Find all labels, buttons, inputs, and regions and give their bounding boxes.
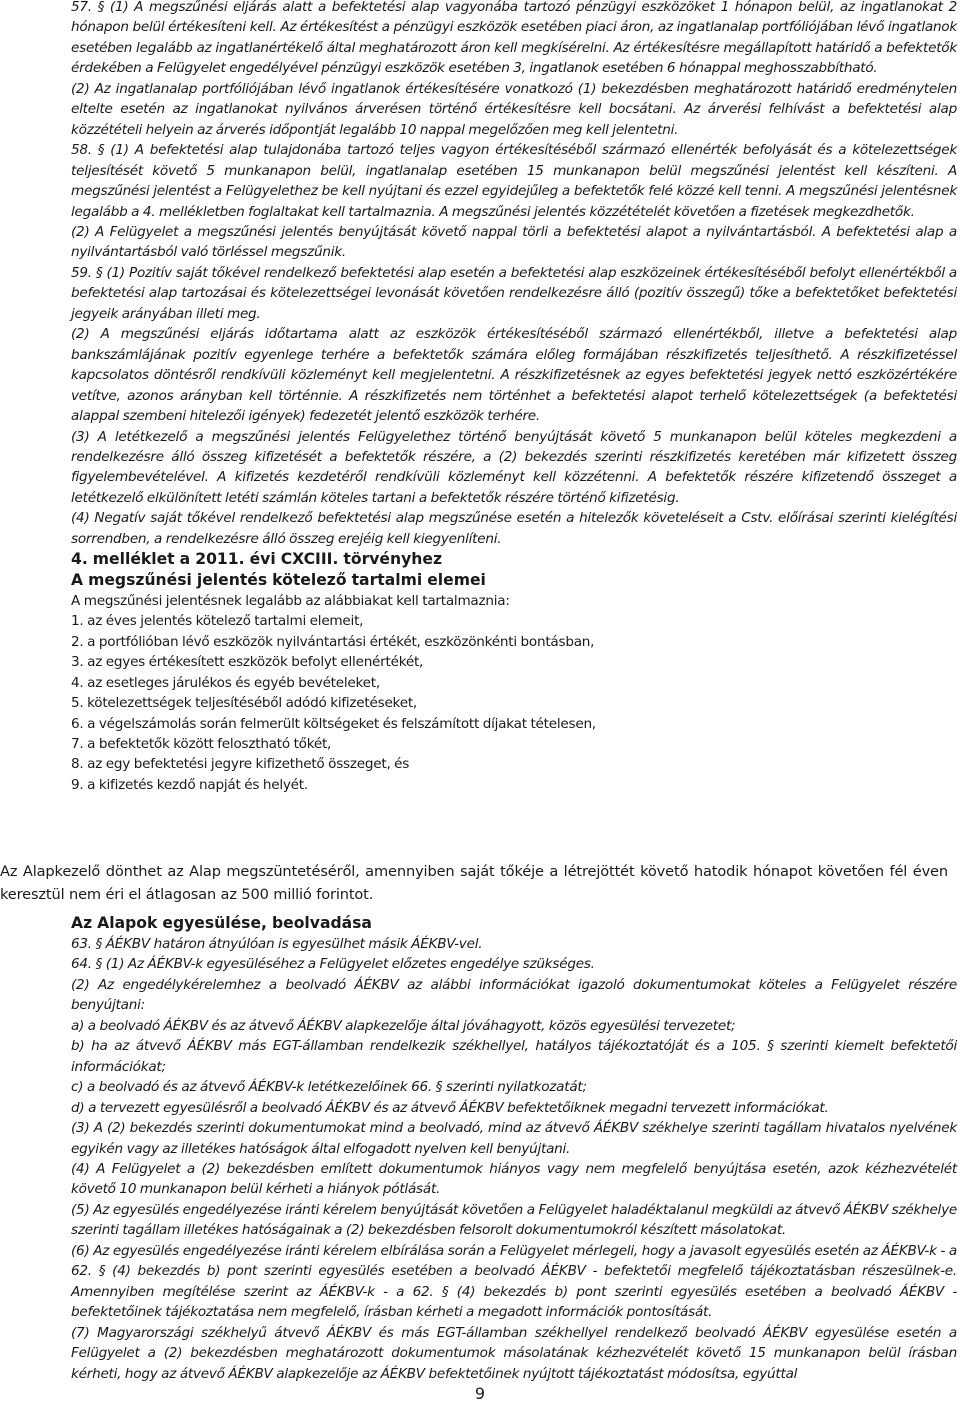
paragraph-59-3: (3) A letétkezelő a megszűnési jelentés Felügyelethez történő benyújtását követő 5 munkanapon belül köteles megkezdeni a rendelkezésre álló összeg kifizetését a befektetők részére, a (2) bekezdés szerinti részkifizetés keretében már kifizetett összeg figyelembevételével. A kifizetés kezdetéről rendkívüli közleményt kell közzétenni. A befektetők részére kifizetendő összeget a letétkezelő elkülönített letéti számlán köteles tartani a befektetők részére történő kifizetésig. <box>71 428 957 506</box>
section-paragraph: (2) Az engedélykérelemhez a beolvadó ÁÉKBV az alábbi információkat igazoló dokumentumokat köteles a Felügyelet részére benyújtani: <box>71 976 957 1014</box>
section-paragraph: (7) Magyarországi székhelyű átvevő ÁÉKBV és más EGT-államban székhellyel rendelkező beolvadó ÁÉKBV egyesülése esetén a Felügyelet a (2) bekezdésben meghatározott dokumentumok másolatának kézhezvételét követő 15 munkanapon belül írásban kérheti, hogy az átvevő ÁÉKBV alapkezelője az ÁÉKBV befektetőinek nyújtott tájékoztatást módosítsa, egyúttal <box>71 1324 957 1382</box>
annex-title: 4. melléklet a 2011. évi CXCIII. törvényhez <box>71 550 443 569</box>
annex-item: 8. az egy befektetési jegyre kifizethető összeget, és <box>71 756 410 773</box>
annex-item: 9. a kifizetés kezdő napját és helyét. <box>71 776 308 793</box>
section-paragraph: (6) Az egyesülés engedélyezése iránti kérelem elbírálása során a Felügyelet mérlegeli, hogy a javasolt egyesülés esetén az ÁÉKBV-k - a 62. § (4) bekezdés b) pont szerinti egyesülés esetében a beolvadó ÁÉKBV - befektetői megfelelő tájékoztatásban részesülnek-e. Amennyiben megítélése szerint az ÁÉKBV-k - a 62. § (4) bekezdés b) pont szerinti egyesülés esetében a beolvadó ÁÉKBV - befektetőinek tájékoztatása nem megfelelő, írásban kérheti a megadott információk pontosítását. <box>71 1242 957 1321</box>
merger-section <box>71 912 957 1384</box>
annex-item: 4. az esetleges járulékos és egyéb bevételeket, <box>71 674 380 691</box>
section-title: Az Alapok egyesülése, beolvadása <box>71 914 372 932</box>
annex-item: 6. a végelszámolás során felmerült költségeket és felszámított díjakat tételesen, <box>71 715 596 732</box>
paragraph-58-1: 58. § (1) A befektetési alap tulajdonába tartozó teljes vagyon értékesítéséből származó ellenérték befolyását és a kötelezettségek teljesítését követő 5 munkanapon belül, ingatlanalap esetében 15 munkanapon belül megszűnési jelentést kell készíteni. A megszűnési jelentést a Felügyelethez be kell nyújtani és ezzel egyidejűleg a befektetők felé közzé kell tenni. A megszűnési jelentésnek legalább a 4. mellékletben foglaltakat kell tartalmaznia. A megszűnési jelentés közzétételét követően a fizetések megkezdhetők. <box>71 142 957 220</box>
annex-item: 5. kötelezettségek teljesítéséből adódó kifizetéseket, <box>71 695 417 712</box>
paragraph-59-1: 59. § (1) Pozitív saját tőkével rendelkező befektetési alap esetén a befektetési alap eszközeinek értékesítéséből befolyt ellenértékből a befektetési alap tartozásai és kötelezettségei levonását követően rendelkezésre álló (pozitív összegű) tőke a befektetőket befektetési jegyeik arányában illeti meg. <box>71 264 957 322</box>
paragraph-57-1: 57. § (1) A megszűnési eljárás alatt a befektetési alap vagyonába tartozó pénzügyi eszközöket 1 hónapon belül, az ingatlanokat 2 hónapon belül értékesíteni kell. Az értékesítést a pénzügyi eszközök esetében piaci áron, az ingatlanalap portfóliójában lévő ingatlanok esetében legalább az ingatlanértékelő által meghatározott áron kell megkísérelni. Az értékesítésre megállapított határidő a befektetők érdekében a Felügyelet engedélyével pénzügyi eszközök esetében 3, ingatlanok esetében 6 hónappal meghosszabbítható. <box>71 0 957 77</box>
paragraph-57-2: (2) Az ingatlanalap portfóliójában lévő ingatlanok értékesítésére vonatkozó (1) bekezdésben meghatározott határidő eredménytelen eltelte esetén az ingatlanokat nyilvános árverésen történő értékesítésre kell bocsátani. Az árverési felhívást a befektetési alap közzétételi helyein az árverés időpontját legalább 10 nappal megelőzően meg kell jelentetni. <box>71 80 957 138</box>
section-paragraph: (4) A Felügyelet a (2) bekezdésben említett dokumentumok hiányos vagy nem megfelelő benyújtása esetén, azok kézhezvételét követő 10 munkanapon belül kérheti a hiányok pótlását. <box>71 1160 957 1198</box>
section-paragraph: d) a tervezett egyesülésről a beolvadó ÁÉKBV és az átvevő ÁÉKBV befektetőiknek megadni tervezett információkat. <box>71 1099 829 1116</box>
quoted-law-text <box>71 0 957 795</box>
paragraph-59-4: (4) Negatív saját tőkével rendelkező befektetési alap megszűnése esetén a hitelezők követeléseit a Cstv. előírásai szerinti kielégítési sorrendben, a rendelkezésre álló összeg erejéig kell kiegyenlíteni. <box>71 510 957 547</box>
section-paragraph: 63. § ÁÉKBV határon átnyúlóan is egyesülhet másik ÁÉKBV-vel. <box>71 936 483 952</box>
page-number: 9 <box>474 1384 486 1403</box>
section-paragraph: (5) Az egyesülés engedélyezése iránti kérelem benyújtását követően a Felügyelet haladéktalanul megküldi az átvevő ÁÉKBV székhelye szerinti tagállam illetékes hatóságainak a (2) bekezdésben felsorolt dokumentumokról készített másolatokat. <box>71 1201 957 1239</box>
fund-termination-note <box>0 861 948 906</box>
section-paragraph: b) ha az átvevő ÁÉKBV más EGT-államban rendelkezik székhellyel, hatályos tájékoztatóját és a 105. § szerinti kiemelt befektetői információkat; <box>71 1038 957 1075</box>
section-paragraph: a) a beolvadó ÁÉKBV és az átvevő ÁÉKBV alapkezelője által jóváhagyott, közös egyesülési tervezetet; <box>71 1017 736 1034</box>
annex-item: 3. az egyes értékesített eszközök befolyt ellenértékét, <box>71 654 424 671</box>
annex-item: 2. a portfólióban lévő eszközök nyilvántartási értékét, eszközönkénti bontásban, <box>71 633 595 650</box>
section-paragraph: (3) A (2) bekezdés szerinti dokumentumokat mind a beolvadó, mind az átvevő ÁÉKBV székhelye szerinti tagállam hivatalos nyelvének egyikén vagy az illetékes hatóságok által elfogadott nyelven kell benyújtani. <box>71 1120 957 1157</box>
paragraph-58-2: (2) A Felügyelet a megszűnési jelentés benyújtását követő nappal törli a befektetési alapot a nyilvántartásból. A befektetési alap a nyilvántartásból való törléssel megszűnik. <box>71 223 957 261</box>
annex-intro: A megszűnési jelentésnek legalább az alábbiakat kell tartalmaznia: <box>71 592 510 609</box>
annex-item: 1. az éves jelentés kötelező tartalmi elemeit, <box>71 613 364 630</box>
paragraph-59-2: (2) A megszűnési eljárás időtartama alatt az eszközök értékesítéséből származó ellenértékből, illetve a befektetési alap bankszámlájának pozitív egyenlege terhére a befektetők számára előleg formájában részkifizetés teljesíthető. A részkifizetéssel kapcsolatos döntésről rendkívüli közleményt kell megjelentetni. A részkifizetésnek az egyes befektetési jegyek nettó eszközértékére vetítve, azonos arányban kell történnie. A részkifizetés nem történhet a befektetési alapot terhelő kötelezettségek (a befektetési alappal szembeni hitelezői igények) fedezetét jelentő eszközök terhére. <box>71 326 957 425</box>
note-paragraph: Az Alapkezelő dönthet az Alap megszüntetéséről, amennyiben saját tőkéje a létrejöttét követő hatodik hónapot követően fél éven keresztül nem éri el átlagosan az 500 millió forintot. <box>0 863 948 903</box>
section-paragraph: 64. § (1) Az ÁÉKBV-k egyesüléséhez a Felügyelet előzetes engedélye szükséges. <box>71 956 595 973</box>
annex-item: 7. a befektetők között felosztható tőkét, <box>71 736 332 752</box>
annex-subtitle: A megszűnési jelentés kötelező tartalmi elemei <box>71 571 486 590</box>
section-paragraph: c) a beolvadó és az átvevő ÁÉKBV-k letétkezelőinek 66. § szerinti nyilatkozatát; <box>71 1079 587 1096</box>
